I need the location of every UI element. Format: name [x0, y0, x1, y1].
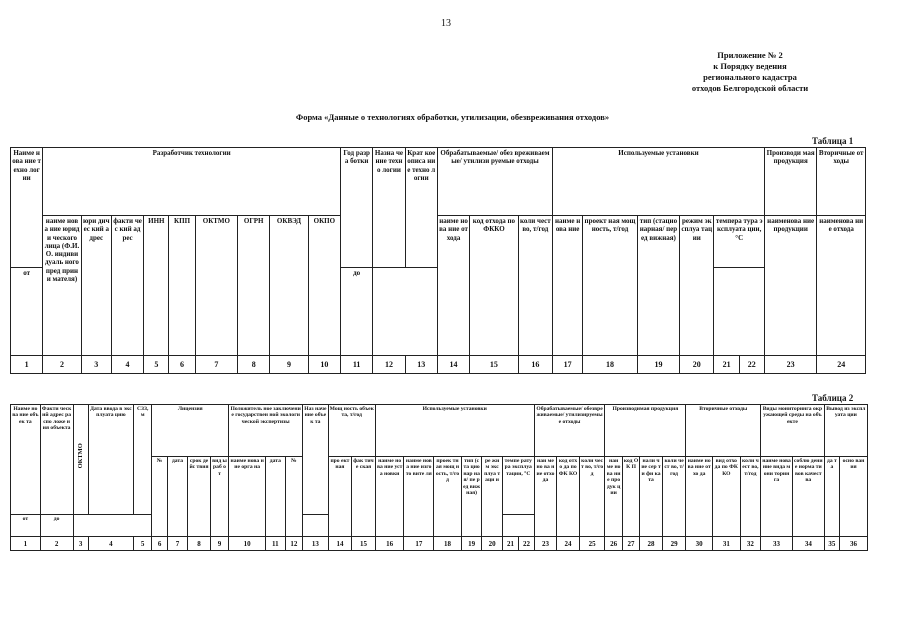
- t1-s-legal-addr: юри дичес кий адрес: [81, 216, 111, 356]
- table2-label: Таблица 2: [812, 393, 854, 403]
- t1-s-temp-from: от: [11, 268, 43, 356]
- t2-num: 6: [152, 537, 167, 551]
- t2-num: 17: [404, 537, 434, 551]
- t2-num: 22: [519, 537, 534, 551]
- t2-s-s-name: наиме нова ние отхо да: [686, 457, 713, 537]
- t2-num: 27: [622, 537, 639, 551]
- t1-num: 20: [680, 356, 714, 374]
- t1-s-okved: ОКВЭД: [270, 216, 308, 356]
- t1-num: 24: [817, 356, 866, 374]
- t2-h-power: Мощ ность объекта, т/год: [328, 405, 375, 457]
- t2-h-secondary: Вторичные отходы: [686, 405, 761, 457]
- t1-s-okpo: ОКПО: [308, 216, 340, 356]
- t2-num: 31: [713, 537, 741, 551]
- t2-s-p-cert: нали чие сер ти фи ката: [640, 457, 663, 537]
- t1-s-inst-capacity: проект ная мощ ность, т/год: [583, 216, 638, 356]
- t1-num: 1: [11, 356, 43, 374]
- t1-s-secondary-name: наименова ние отхода: [817, 216, 866, 356]
- t2-num: 36: [840, 537, 868, 551]
- t2-h-output: Вывод из эксплуата ции: [824, 405, 867, 457]
- t1-s-inst-mode: режим эксплуа тации: [680, 216, 714, 356]
- t1-h-name: Наиме нова ние техно логии: [11, 148, 43, 268]
- t1-h-installs: Используемые установки: [552, 148, 764, 216]
- t2-h-oktmo: [73, 405, 88, 515]
- t1-s-kpp: КПП: [169, 216, 195, 356]
- t1-h-products: Производи мая продукция: [764, 148, 816, 216]
- t1-num: 8: [238, 356, 270, 374]
- t2-num: 26: [605, 537, 622, 551]
- table2-number-row: [11, 537, 868, 551]
- t1-h-developer: Разработчик технологии: [43, 148, 341, 216]
- t2-h-date: Дата ввода в эксплуата цию: [88, 405, 133, 515]
- t1-num: 17: [552, 356, 582, 374]
- t2-num: 4: [88, 537, 133, 551]
- t2-h-monitoring: Виды мониторинга окружающей среды на объекте: [761, 405, 825, 457]
- t2-s-i-temp: темпе рату ра эксплуа тации, °С: [502, 457, 534, 515]
- t1-num: 14: [437, 356, 469, 374]
- t2-s-t-from: от: [11, 515, 41, 537]
- t1-num: 4: [111, 356, 143, 374]
- t1-s-temp-to: до: [341, 268, 373, 356]
- table2-header-row: [11, 405, 868, 457]
- t2-num: 3: [73, 537, 88, 551]
- t2-s-lic-term: срок дейс твия: [188, 457, 211, 537]
- t1-s-actual-addr: факти чес кий адрес: [111, 216, 143, 356]
- t2-s-power-fact: фак тиче ская: [352, 457, 376, 537]
- t2-num: 29: [662, 537, 686, 551]
- t2-s-o-date: да та: [824, 457, 839, 537]
- t2-num: 25: [579, 537, 605, 551]
- t2-num: 18: [434, 537, 462, 551]
- t2-num: 33: [761, 537, 793, 551]
- t2-num: 23: [534, 537, 557, 551]
- appendix-line-4: отходов Белгородской области: [691, 83, 809, 93]
- t2-num: 14: [328, 537, 352, 551]
- t2-num: 20: [482, 537, 502, 551]
- table-1: [10, 147, 866, 374]
- table1-label: Таблица 1: [812, 136, 854, 146]
- t2-num: 34: [792, 537, 824, 551]
- t1-s-inst-type: тип (стацио нарная/ перед вижная): [637, 216, 679, 356]
- t2-s-con-date: дата: [266, 457, 285, 537]
- t1-num: 22: [739, 356, 764, 374]
- t2-s-s-qty: коли чест во, т/год: [740, 457, 761, 537]
- t2-num: 8: [188, 537, 211, 551]
- t1-s-product-name: наименова ние продукции: [764, 216, 816, 356]
- t2-num: 2: [40, 537, 73, 551]
- t2-s-p-qty: коли чест во, т/год: [662, 457, 686, 537]
- appendix-line-3: регионального кадастра: [703, 72, 797, 82]
- table1-header-row: [11, 148, 866, 216]
- t2-h-waste: Обрабатываемые/ обезвреживаемые/ утилизируемые отходы: [534, 405, 605, 457]
- t2-s-p-okp: код ОК П: [622, 457, 639, 537]
- t2-s-power-proj: про ект ная: [328, 457, 352, 537]
- t1-h-secondary: Вторичные отходы: [817, 148, 866, 216]
- t1-num: 13: [405, 356, 437, 374]
- t2-num: 5: [133, 537, 151, 551]
- table1-number-row: [11, 356, 866, 374]
- page-number: 13: [441, 18, 451, 29]
- t1-h-year: Год разра ботки: [341, 148, 373, 268]
- t1-num: 7: [195, 356, 237, 374]
- t2-num: 10: [229, 537, 266, 551]
- t2-num: 19: [461, 537, 481, 551]
- t2-num: 7: [167, 537, 187, 551]
- t2-s-o-basis: осно вания: [840, 457, 868, 537]
- t2-s-w-name: наи мено ва ние отхо да: [534, 457, 557, 537]
- appendix-line-1: Приложение № 2: [717, 50, 783, 60]
- t1-num: 19: [637, 356, 679, 374]
- table-2: [10, 404, 868, 551]
- t2-s-m-name: наиме нова ние вида мони торин га: [761, 457, 793, 537]
- t2-s-w-code: код отхо да по ФК КО: [557, 457, 580, 537]
- t2-h-actual-addr: Факти ческий адрес распо ложе ния объекта: [40, 405, 73, 515]
- t2-h-name: Наиме нова ние объек та: [11, 405, 41, 515]
- t1-num: 5: [144, 356, 169, 374]
- t2-num: 15: [352, 537, 376, 551]
- t1-num: 6: [169, 356, 195, 374]
- t2-s-t-to: до: [40, 515, 73, 537]
- t2-s-p-name: наи ме нова ние про дук ции: [605, 457, 622, 537]
- form-title: Форма «Данные о технологиях обработки, утилизации, обезвреживания отходов»: [295, 112, 610, 122]
- t2-s-lic-types: вид ы раб от: [210, 457, 228, 537]
- t2-num: 32: [740, 537, 761, 551]
- t2-num: 21: [502, 537, 518, 551]
- t2-s-lic-no: №: [152, 457, 167, 537]
- t2-h-szz: СЗЗ, м: [133, 405, 151, 515]
- t2-h-oktmo-text: ОКТМО: [76, 443, 84, 469]
- t2-num: 30: [686, 537, 713, 551]
- t2-h-conclusion: Положитель ное заключение государствен ной экологической экспертизы: [229, 405, 303, 457]
- t2-num: 13: [303, 537, 329, 551]
- t1-num: 23: [764, 356, 816, 374]
- t2-s-lic-date: дата: [167, 457, 187, 537]
- t1-s-waste-code: код отхода по ФККО: [470, 216, 518, 356]
- appendix-line-2: к Порядку ведения: [713, 61, 787, 71]
- t1-s-inst-name: наиме нова ние: [552, 216, 582, 356]
- t2-num: 35: [824, 537, 839, 551]
- t2-s-s-code: вид отхо да по ФК КО: [713, 457, 741, 537]
- t2-num: 24: [557, 537, 580, 551]
- t2-s-i-maker: наиме нова ние изгото вите ля: [404, 457, 434, 537]
- t1-num: 12: [373, 356, 405, 374]
- t1-s-dev-name: наиме нова ние юриди ческого лица (Ф.И.О. индиви дуаль ного пред прини мателя): [43, 216, 81, 356]
- t2-s-m-comply: соблю дение нормa тивов качест ва: [792, 457, 824, 537]
- t2-s-i-name: наиме нова ние уста новки: [375, 457, 404, 537]
- t1-num: 3: [81, 356, 111, 374]
- table1-subheader-row: [11, 216, 866, 268]
- t2-s-w-qty: коли чест во, т/год: [579, 457, 605, 537]
- t2-h-products: Производимая продукция: [605, 405, 686, 457]
- appendix-header: [640, 50, 860, 94]
- t2-num: 1: [11, 537, 41, 551]
- t2-num: 11: [266, 537, 285, 551]
- t2-s-i-type: тип (ста цио нар ная/ пе ред виж ная): [461, 457, 481, 537]
- t2-s-i-capacity: проек тная мощ ность, т/год: [434, 457, 462, 537]
- t1-s-inst-temp: темпера тура эксплуата ции, °С: [714, 216, 764, 268]
- t2-s-con-no: №: [285, 457, 302, 537]
- t2-num: 28: [640, 537, 663, 551]
- t1-h-desc: Крат кое описа ние техно логии: [405, 148, 437, 268]
- t1-h-purpose: Назна чение техно логии: [373, 148, 405, 268]
- t1-num: 18: [583, 356, 638, 374]
- t1-num: 16: [518, 356, 552, 374]
- t1-s-waste-qty: коли чест во, т/год: [518, 216, 552, 356]
- t1-num: 10: [308, 356, 340, 374]
- t2-s-i-mode: ре жим экс плуа таци и: [482, 457, 502, 537]
- t1-num: 2: [43, 356, 81, 374]
- t2-num: 9: [210, 537, 228, 551]
- t2-h-installs: Используемые установки: [375, 405, 534, 457]
- t1-num: 21: [714, 356, 739, 374]
- t1-s-inn: ИНН: [144, 216, 169, 356]
- t2-num: 16: [375, 537, 404, 551]
- t1-h-waste: Обрабатываемые/ обез вреживаемые/ утилизи руемые отходы: [437, 148, 552, 216]
- t1-s-oktmo: ОКТМО: [195, 216, 237, 356]
- t1-s-ogrn: ОГРН: [238, 216, 270, 356]
- t2-h-purpose: Наз наче ние объек та: [303, 405, 329, 515]
- t1-num: 11: [341, 356, 373, 374]
- t1-s-waste-name: наиме нова ние отхода: [437, 216, 469, 356]
- t2-s-con-issuer: наиме нова ние орга на: [229, 457, 266, 537]
- t2-h-license: Лицензия: [152, 405, 229, 457]
- t1-num: 9: [270, 356, 308, 374]
- t1-num: 15: [470, 356, 518, 374]
- t2-num: 12: [285, 537, 302, 551]
